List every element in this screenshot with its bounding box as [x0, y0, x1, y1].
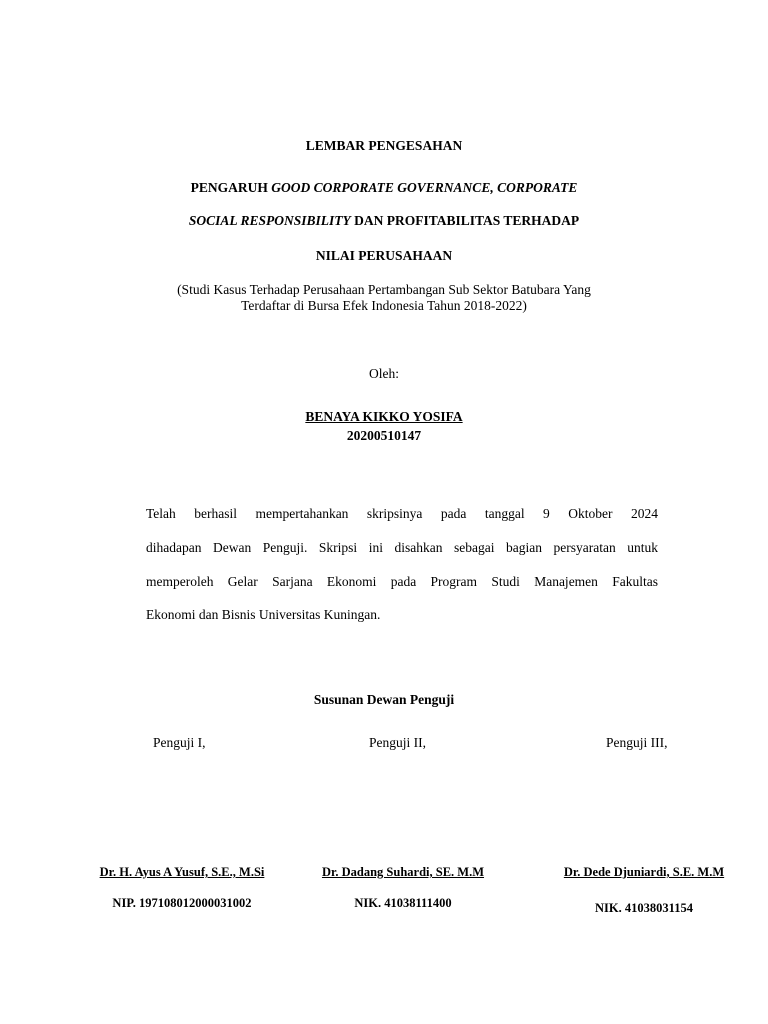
examiner-1-label: Penguji I,	[153, 735, 206, 750]
examiner-1-id: NIP. 197108012000031002	[112, 896, 252, 910]
examiner-1-id-wrap	[82, 896, 282, 911]
author-id: 20200510147	[346, 428, 422, 443]
title-line-2-suffix: DAN PROFITABILITAS TERHADAP	[350, 213, 580, 228]
statement-line-2: dihadapan Dewan Penguji. Skripsi ini disahkan sebagai bagian persyaratan untuk	[146, 540, 658, 555]
statement-line-1: Telah berhasil mempertahankan skripsinya pada tanggal 9 Oktober 2024	[146, 506, 658, 521]
title-line-1-italic: GOOD CORPORATE GOVERNANCE, CORPORATE	[271, 180, 578, 195]
title-line-2	[0, 213, 768, 229]
page-heading: LEMBAR PENGESAHAN	[305, 138, 463, 153]
subtitle-line-2: Terdaftar di Bursa Efek Indonesia Tahun 2018-2022)	[241, 298, 527, 313]
examiner-1-name-wrap	[82, 865, 282, 880]
examiner-1-name: Dr. H. Ayus A Yusuf, S.E., M.Si	[99, 865, 265, 879]
title-line-3: NILAI PERUSAHAAN	[315, 248, 453, 263]
by-label: Oleh:	[369, 366, 399, 381]
title-line-2-italic: SOCIAL RESPONSIBILITY	[188, 213, 351, 228]
examiner-2-id: NIK. 41038111400	[354, 896, 452, 910]
examiner-3-id-wrap	[544, 901, 744, 916]
subtitle-line-1: (Studi Kasus Terhadap Perusahaan Pertambangan Sub Sektor Batubara Yang	[177, 282, 591, 297]
title-line-1-prefix: PENGARUH	[190, 180, 272, 195]
examiner-3-label: Penguji III,	[606, 735, 668, 750]
examiner-3-name: Dr. Dede Djuniardi, S.E. M.M	[563, 865, 725, 879]
examiner-2-label: Penguji II,	[369, 735, 426, 750]
statement-line-3: memperoleh Gelar Sarjana Ekonomi pada Program Studi Manajemen Fakultas	[146, 574, 658, 589]
author-name: BENAYA KIKKO YOSIFA	[305, 409, 463, 424]
title-line-1	[0, 180, 768, 196]
examiner-2-id-wrap	[303, 896, 503, 911]
examiner-2-name: Dr. Dadang Suhardi, SE. M.M	[321, 865, 485, 879]
statement-line-4: Ekonomi dan Bisnis Universitas Kuningan.	[146, 607, 381, 622]
author-name-wrap	[0, 409, 768, 425]
examiner-2-name-wrap	[303, 865, 503, 880]
examiner-3-name-wrap	[544, 865, 744, 880]
board-heading: Susunan Dewan Penguji	[313, 692, 455, 707]
examiner-3-id: NIK. 41038031154	[595, 901, 693, 915]
